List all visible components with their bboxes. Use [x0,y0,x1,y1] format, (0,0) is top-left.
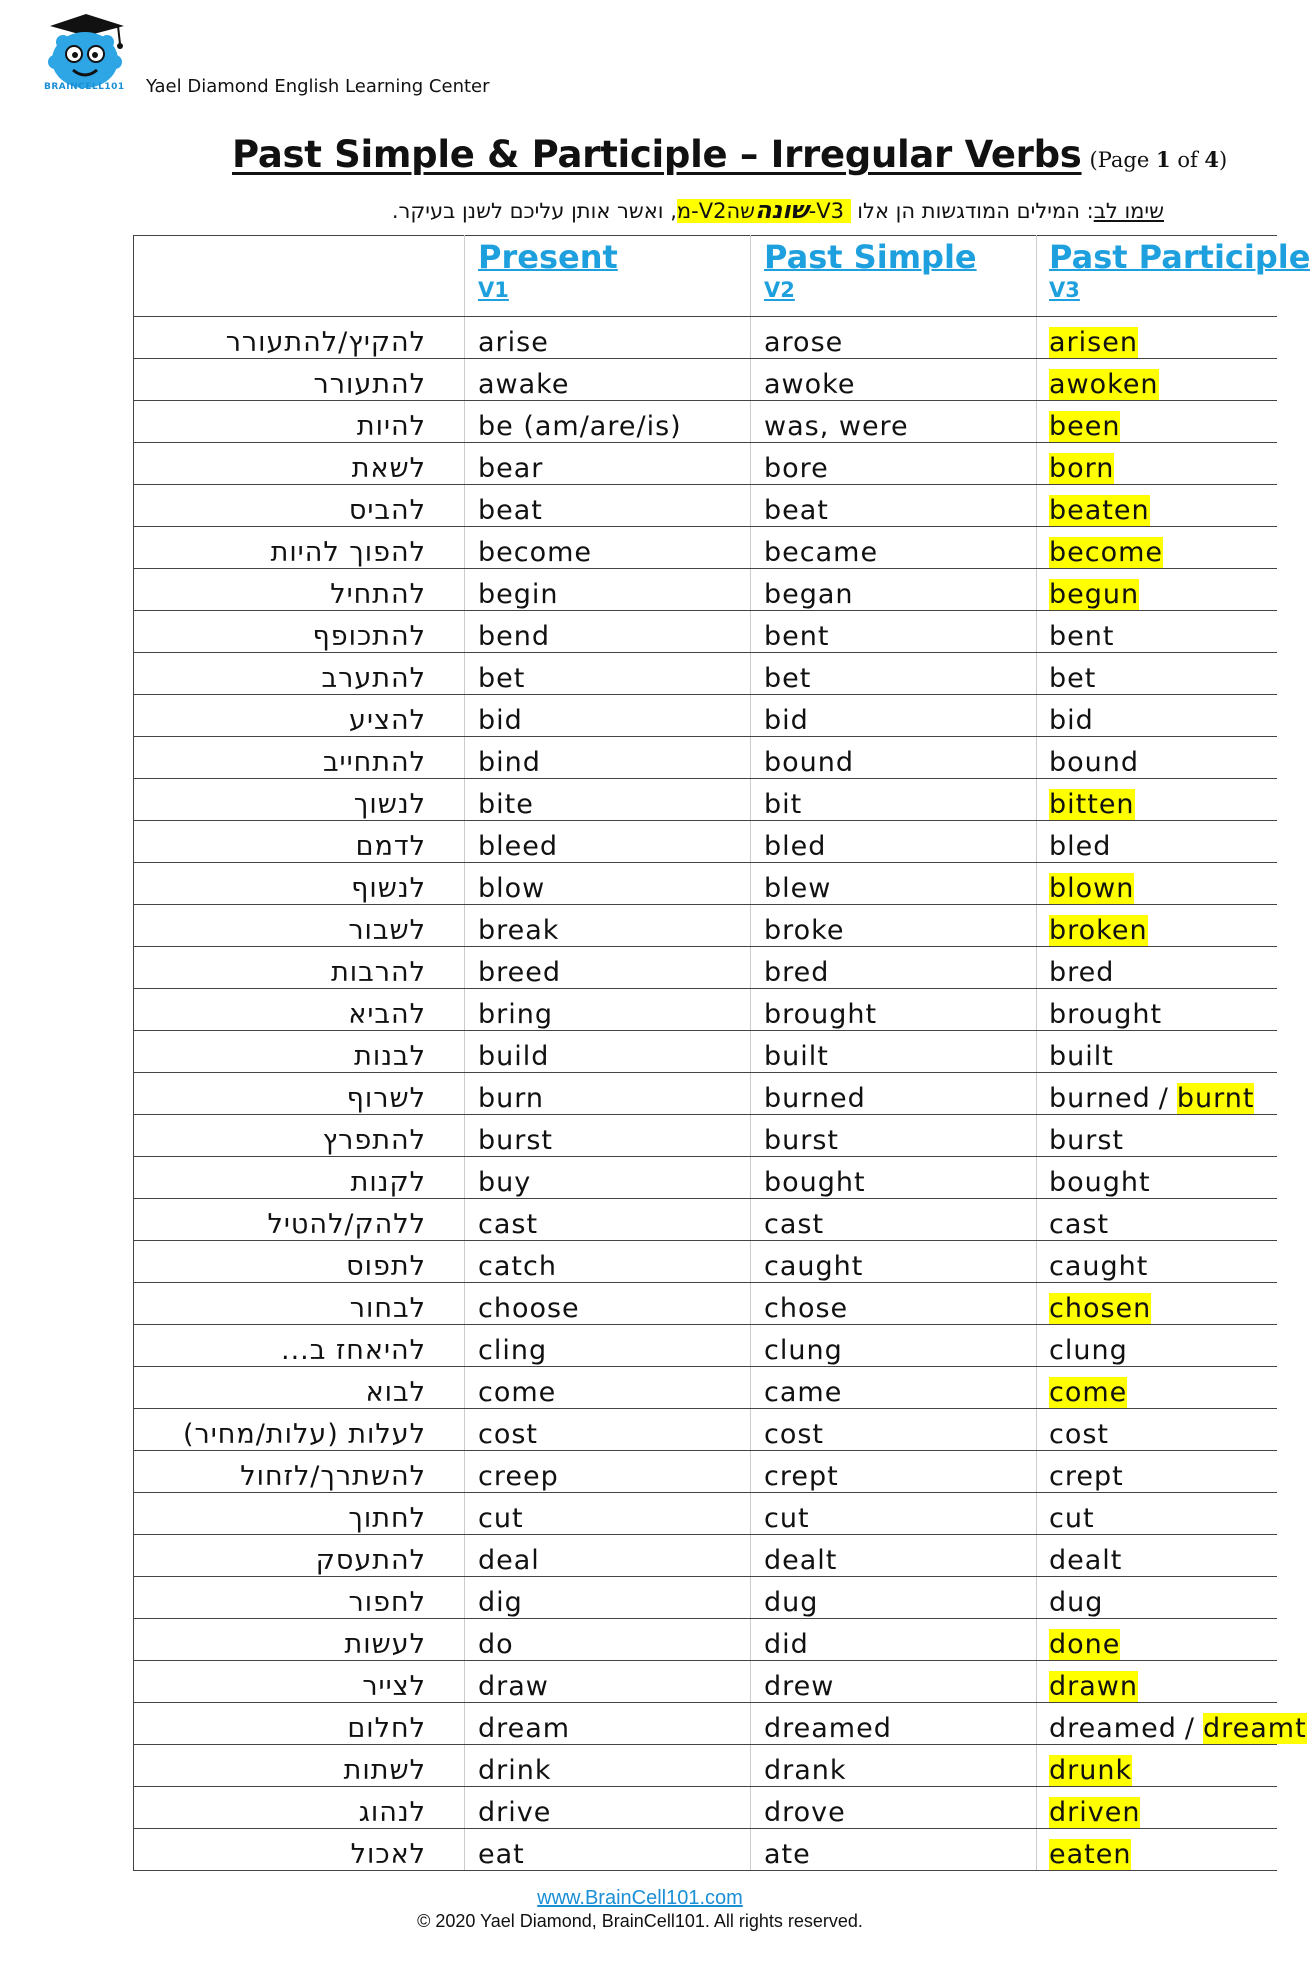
table-row [134,1115,1278,1157]
table-row [134,359,1278,401]
hebrew-translation: להתחייב [134,737,465,779]
participle-text: burst [1049,1125,1125,1156]
past-participle-form [1037,1745,1278,1787]
past-simple-form: cast [751,1199,1037,1241]
table-row [134,1787,1278,1829]
past-simple-form: built [751,1031,1037,1073]
past-simple-form: drew [751,1661,1037,1703]
past-participle-form [1037,359,1278,401]
participle-text: dug [1049,1587,1104,1618]
present-form: become [465,527,751,569]
hebrew-translation: לנשוף [134,863,465,905]
alt-separator: / [1184,1713,1195,1744]
participle-text: broken [1049,915,1148,946]
past-simple-form: bit [751,779,1037,821]
table-row [134,695,1278,737]
table-row [134,611,1278,653]
hebrew-translation: להתעורר [134,359,465,401]
past-participle-form [1037,1283,1278,1325]
hebrew-translation: לעלות (עלות/מחיר) [134,1409,465,1451]
hebrew-translation: לבנות [134,1031,465,1073]
participle-text: been [1049,411,1121,442]
present-form: burst [465,1115,751,1157]
participle-text: crept [1049,1461,1124,1492]
participle-text: bent [1049,621,1115,652]
table-row [134,653,1278,695]
study-note [392,196,1164,224]
present-form: cost [465,1409,751,1451]
participle-text: dreamed [1049,1713,1177,1744]
past-participle-subheading: V3 [1049,278,1080,302]
table-row [134,1745,1278,1787]
present-form: bear [465,443,751,485]
participle-alt-text: burnt [1176,1083,1255,1114]
hebrew-translation: לחפור [134,1577,465,1619]
past-simple-form: crept [751,1451,1037,1493]
present-form: beat [465,485,751,527]
present-form: dream [465,1703,751,1745]
table-header-row [134,236,1278,317]
past-simple-form: dealt [751,1535,1037,1577]
hebrew-translation: לחלום [134,1703,465,1745]
present-form: choose [465,1283,751,1325]
table-row [134,737,1278,779]
present-form: deal [465,1535,751,1577]
past-participle-form [1037,1199,1278,1241]
past-simple-form: burst [751,1115,1037,1157]
present-form: break [465,905,751,947]
past-simple-form: bought [751,1157,1037,1199]
participle-text: bitten [1049,789,1135,820]
table-row [134,569,1278,611]
present-form: burn [465,1073,751,1115]
past-participle-form [1037,947,1278,989]
table-row [134,1325,1278,1367]
past-participle-form [1037,1451,1278,1493]
past-participle-form [1037,653,1278,695]
note-lead: שימו לב [1093,199,1164,223]
past-simple-form: beat [751,485,1037,527]
table-row [134,1703,1278,1745]
table-row [134,1661,1278,1703]
past-participle-form [1037,611,1278,653]
past-participle-form [1037,1493,1278,1535]
table-row [134,1493,1278,1535]
header-past-simple [751,236,1037,317]
hebrew-translation: לשתות [134,1745,465,1787]
table-row [134,485,1278,527]
past-participle-form [1037,1661,1278,1703]
past-participle-form [1037,1241,1278,1283]
note-hl-a: שה-V3 [726,199,851,223]
page-title [232,133,1227,176]
hebrew-translation: לעשות [134,1619,465,1661]
past-participle-form [1037,989,1278,1031]
participle-text: begun [1049,579,1140,610]
present-form: be (am/are/is) [465,401,751,443]
past-participle-form [1037,1157,1278,1199]
table-row [134,863,1278,905]
verbs-table-body [134,236,1310,1871]
present-form: bring [465,989,751,1031]
participle-text: cast [1049,1209,1110,1240]
present-form: bend [465,611,751,653]
past-simple-form: ate [751,1829,1037,1871]
hebrew-translation: להיאחז ב... [134,1325,465,1367]
participle-text: beaten [1049,495,1150,526]
past-participle-form [1037,1535,1278,1577]
present-form: breed [465,947,751,989]
past-simple-form: cost [751,1409,1037,1451]
hebrew-translation: לשאת [134,443,465,485]
present-form: bleed [465,821,751,863]
hebrew-translation: להתחיל [134,569,465,611]
present-form: draw [465,1661,751,1703]
past-participle-form [1037,485,1278,527]
hebrew-translation: לנשוך [134,779,465,821]
hebrew-translation: לתפוס [134,1241,465,1283]
past-participle-form [1037,1703,1307,1745]
past-participle-form [1037,779,1278,821]
past-participle-form [1037,1325,1278,1367]
page-indicator [1090,148,1228,172]
table-row [134,1073,1278,1115]
past-simple-form: awoke [751,359,1037,401]
participle-text: done [1049,1629,1121,1660]
page-of: of [1177,148,1198,172]
hebrew-translation: להפוך להיות [134,527,465,569]
present-form: come [465,1367,751,1409]
present-form: bind [465,737,751,779]
hebrew-translation: להתעסק [134,1535,465,1577]
hebrew-translation: להתפרץ [134,1115,465,1157]
past-participle-form [1037,905,1278,947]
center-name: Yael Diamond English Learning Center [146,76,490,97]
alt-separator: / [1158,1083,1169,1114]
present-form: cast [465,1199,751,1241]
past-simple-heading: Past Simple [764,238,977,276]
participle-text: bound [1049,747,1140,778]
past-participle-form [1037,1619,1278,1661]
hebrew-translation: לחתוך [134,1493,465,1535]
page-title-main: Past Simple & Participle – Irregular Verbs [232,133,1082,176]
hebrew-translation: להיות [134,401,465,443]
table-row [134,947,1278,989]
present-form: drink [465,1745,751,1787]
past-simple-form: burned [751,1073,1037,1115]
table-row [134,1283,1278,1325]
present-heading: Present [478,238,618,276]
past-simple-form: arose [751,317,1037,359]
past-simple-form: bled [751,821,1037,863]
participle-text: bid [1049,705,1094,736]
header-blank-cell [134,236,465,317]
table-row [134,905,1278,947]
past-participle-form [1037,401,1278,443]
hebrew-translation: לאכול [134,1829,465,1871]
participle-text: bled [1049,831,1112,862]
past-simple-form: bore [751,443,1037,485]
hebrew-translation: לשרוף [134,1073,465,1115]
participle-text: burned [1049,1083,1151,1114]
participle-text: cost [1049,1419,1110,1450]
past-participle-form [1037,695,1278,737]
present-form: bet [465,653,751,695]
table-row [134,1409,1278,1451]
past-simple-form: blew [751,863,1037,905]
hebrew-translation: להציע [134,695,465,737]
participle-text: clung [1049,1335,1128,1366]
present-form: eat [465,1829,751,1871]
past-participle-heading: Past Participle [1049,238,1310,276]
table-row [134,1241,1278,1283]
past-simple-form: caught [751,1241,1037,1283]
present-form: blow [465,863,751,905]
hebrew-translation: להקיץ/להתעורר [134,317,465,359]
past-simple-form: bid [751,695,1037,737]
present-form: catch [465,1241,751,1283]
present-form: arise [465,317,751,359]
past-participle-form [1037,527,1278,569]
participle-text: drawn [1049,1671,1138,1702]
past-participle-form [1037,317,1278,359]
hebrew-translation: להתכופף [134,611,465,653]
table-row [134,401,1278,443]
past-participle-form [1037,737,1278,779]
present-subheading: V1 [478,278,509,302]
past-participle-form [1037,1031,1278,1073]
participle-text: born [1049,453,1115,484]
participle-text: bought [1049,1167,1151,1198]
past-simple-form: drove [751,1787,1037,1829]
past-simple-form: became [751,527,1037,569]
past-participle-form [1037,1367,1278,1409]
present-form: awake [465,359,751,401]
participle-text: chosen [1049,1293,1152,1324]
past-participle-form [1037,443,1278,485]
table-row [134,443,1278,485]
past-simple-form: dreamed [751,1703,1037,1745]
hebrew-translation: לשבור [134,905,465,947]
past-participle-form [1037,1073,1278,1115]
participle-alt-text: dreamt [1202,1713,1307,1744]
hebrew-translation: לקנות [134,1157,465,1199]
page-number: 1 [1156,147,1171,172]
present-form: cling [465,1325,751,1367]
table-row [134,1157,1278,1199]
participle-text: cut [1049,1503,1095,1534]
present-form: bid [465,695,751,737]
past-simple-form: broke [751,905,1037,947]
past-simple-subheading: V2 [764,278,795,302]
past-simple-form: brought [751,989,1037,1031]
hebrew-translation: להביס [134,485,465,527]
page-total: 4 [1204,147,1220,172]
table-row [134,1829,1278,1871]
past-simple-form: did [751,1619,1037,1661]
hebrew-translation: לצייר [134,1661,465,1703]
footer-website-link[interactable]: www.BrainCell101.com [537,1887,743,1909]
table-row [134,1031,1278,1073]
logo-caption: BRAINCELL101 [44,82,125,92]
past-simple-form: bet [751,653,1037,695]
table-row [134,1451,1278,1493]
header-present [465,236,751,317]
table-row [134,779,1278,821]
note-text-b: , ואשר אותן עליכם לשנן בעיקר. [391,199,677,223]
participle-text: come [1049,1377,1128,1408]
present-form: buy [465,1157,751,1199]
past-participle-form [1037,1577,1278,1619]
past-simple-form: chose [751,1283,1037,1325]
hebrew-translation: להביא [134,989,465,1031]
present-form: bite [465,779,751,821]
hebrew-translation: לבחור [134,1283,465,1325]
participle-text: bet [1049,663,1097,694]
present-form: cut [465,1493,751,1535]
participle-text: dealt [1049,1545,1123,1576]
past-simple-form: was, were [751,401,1037,443]
page-prefix: (Page [1089,148,1150,172]
table-row [134,1535,1278,1577]
past-participle-form [1037,863,1278,905]
participle-text: eaten [1049,1839,1132,1870]
table-row [134,1367,1278,1409]
past-simple-form: bred [751,947,1037,989]
hebrew-translation: להשתרך/לזחול [134,1451,465,1493]
table-row [134,1199,1278,1241]
note-text-a: : המילים המודגשות הן אלו [850,199,1094,223]
past-participle-form [1037,1829,1278,1871]
participle-text: brought [1049,999,1163,1030]
past-simple-form: dug [751,1577,1037,1619]
participle-text: arisen [1049,327,1138,358]
past-simple-form: clung [751,1325,1037,1367]
participle-text: bred [1049,957,1115,988]
hebrew-translation: לבוא [134,1367,465,1409]
participle-text: driven [1049,1797,1141,1828]
table-row [134,989,1278,1031]
past-participle-form [1037,569,1278,611]
note-highlight [676,196,851,224]
past-simple-form: bent [751,611,1037,653]
past-participle-form [1037,1409,1278,1451]
footer-copyright: © 2020 Yael Diamond, BrainCell101. All rights reserved. [417,1911,863,1931]
verbs-table [133,235,1310,1871]
present-form: drive [465,1787,751,1829]
table-row [134,317,1278,359]
past-simple-form: cut [751,1493,1037,1535]
page-suffix: ) [1219,148,1228,172]
participle-text: caught [1049,1251,1149,1282]
past-simple-form: began [751,569,1037,611]
past-simple-form: bound [751,737,1037,779]
note-hl-bold: שונה [755,196,809,224]
participle-text: blown [1049,873,1135,904]
hebrew-translation: ללהק/להטיל [134,1199,465,1241]
header-past-participle [1037,236,1310,317]
hebrew-translation: לנהוג [134,1787,465,1829]
present-form: build [465,1031,751,1073]
table-row [134,821,1278,863]
present-form: do [465,1619,751,1661]
participle-text: awoken [1049,369,1159,400]
present-form: begin [465,569,751,611]
past-participle-form [1037,821,1278,863]
past-simple-form: came [751,1367,1037,1409]
present-form: creep [465,1451,751,1493]
hebrew-translation: להתערב [134,653,465,695]
present-form: dig [465,1577,751,1619]
hebrew-translation: להרבות [134,947,465,989]
hebrew-translation: לדמם [134,821,465,863]
table-row [134,527,1278,569]
participle-text: become [1049,537,1164,568]
past-participle-form [1037,1787,1278,1829]
participle-text: built [1049,1041,1114,1072]
past-simple-form: drank [751,1745,1037,1787]
past-participle-form [1037,1115,1278,1157]
participle-text: drunk [1049,1755,1133,1786]
table-row [134,1619,1278,1661]
table-row [134,1577,1278,1619]
note-hl-b: מ-V2 [676,199,727,223]
